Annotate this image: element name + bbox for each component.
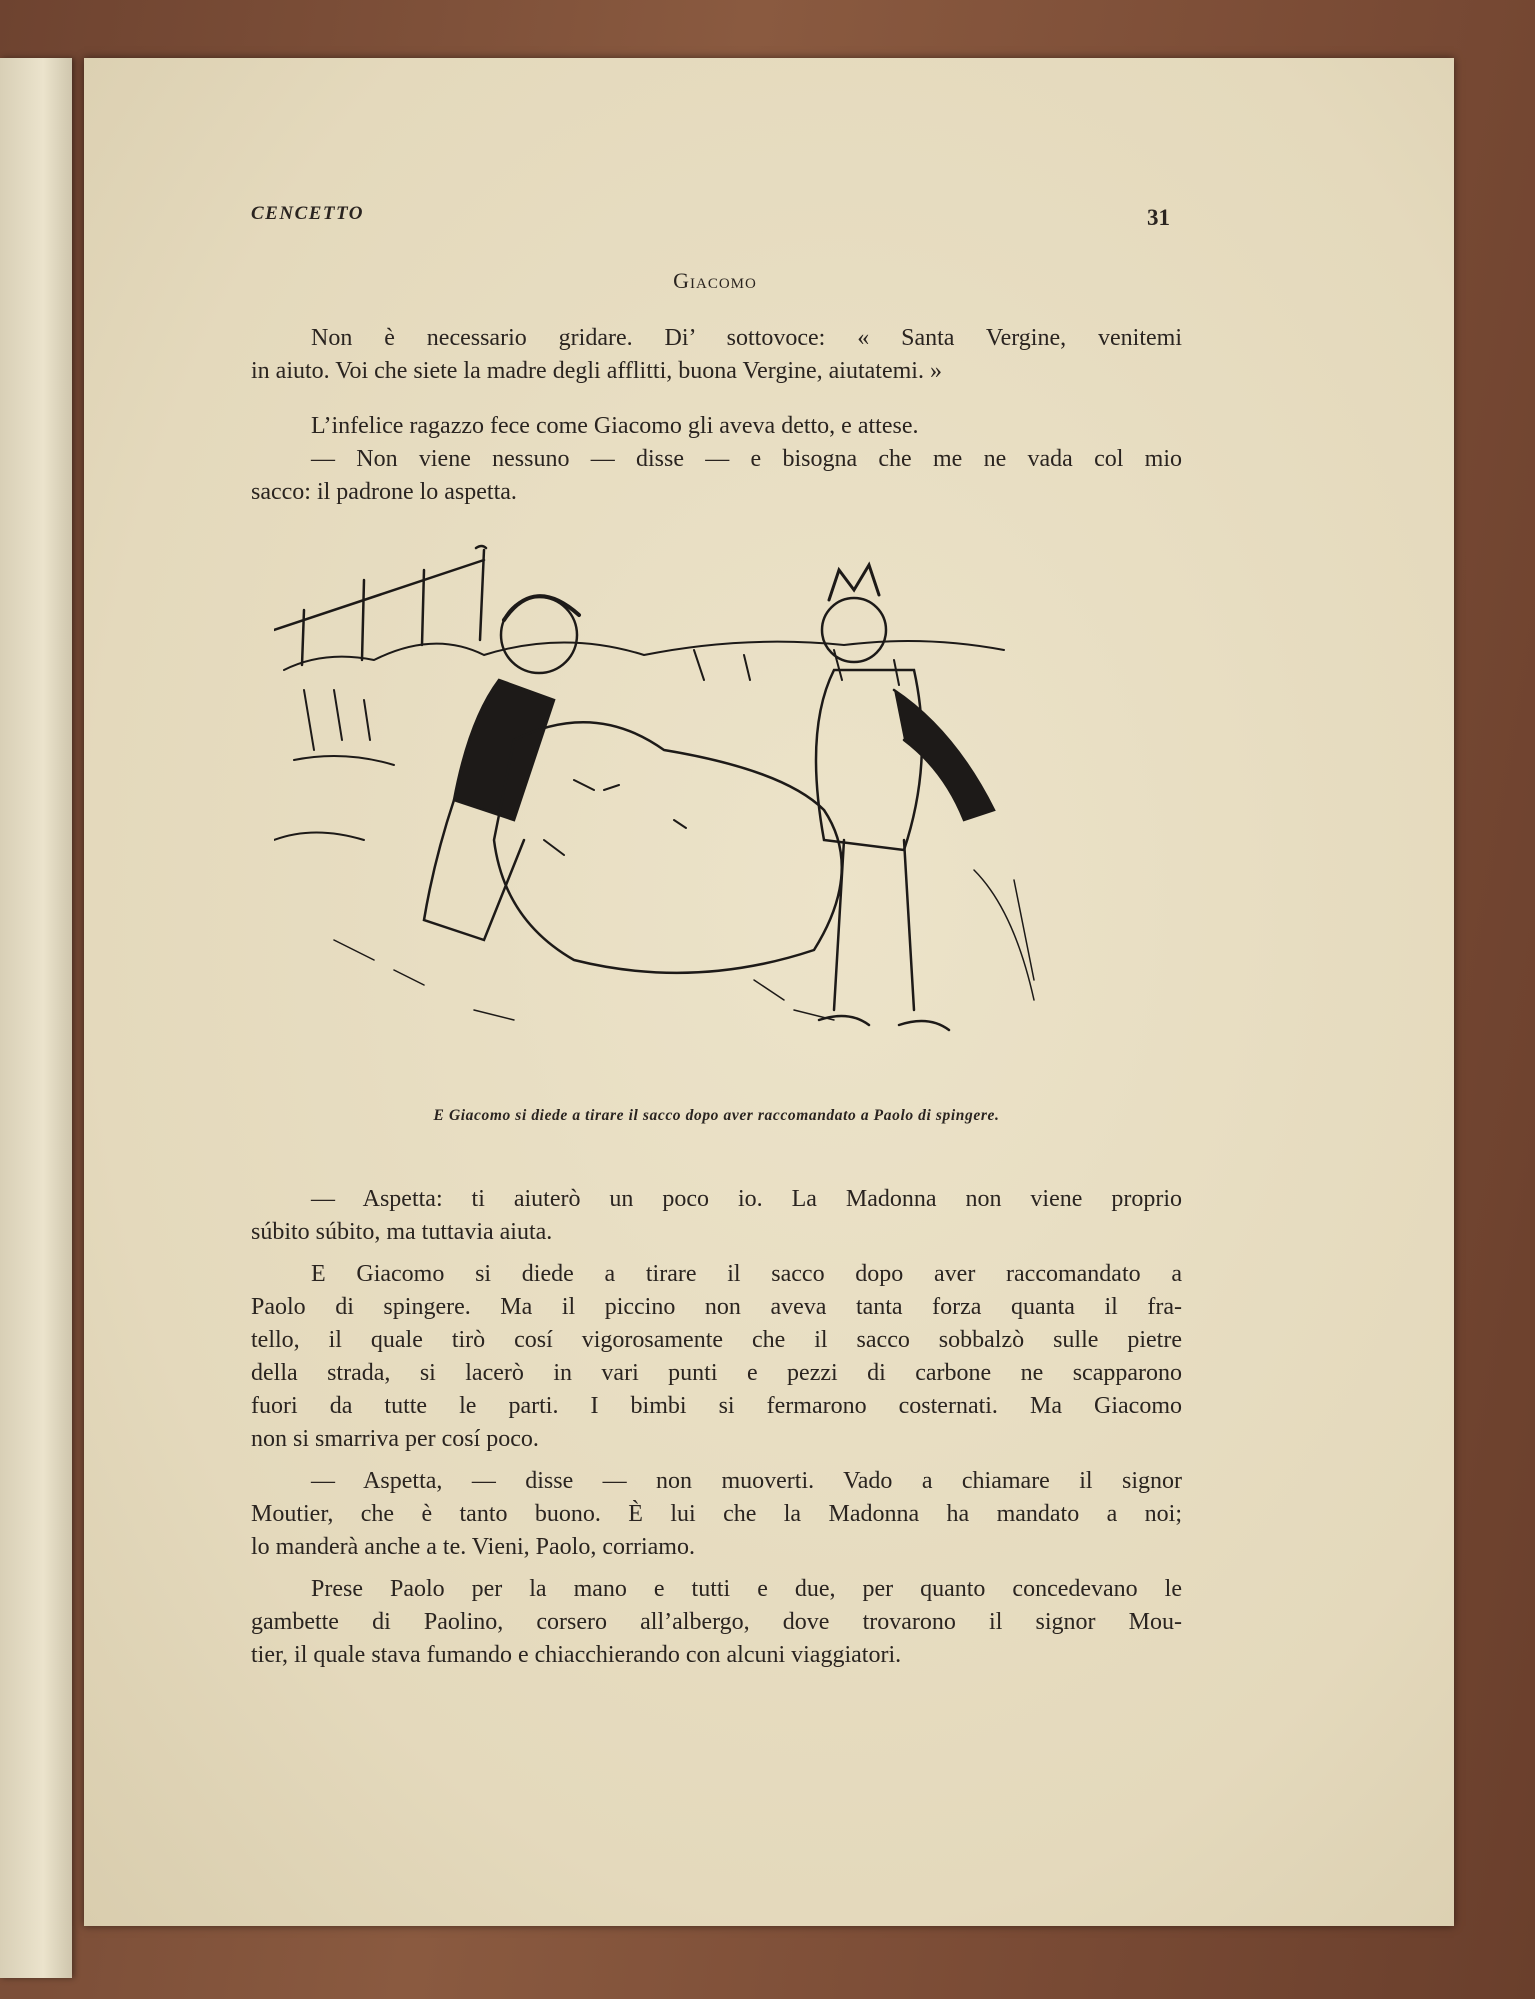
text-block-2 [251, 410, 1182, 509]
text-line: — Aspetta: ti aiuterò un poco io. La Madonna non viene proprio [311, 1186, 1182, 1212]
text-line: tier, il quale stava fumando e chiacchierando con alcuni viaggiatori. [251, 1642, 902, 1668]
text-block-1 [251, 322, 1182, 388]
text-line: della strada, si lacerò in vari punti e pezzi di carbone ne scapparono [251, 1360, 1182, 1386]
fence-drawing [274, 546, 486, 665]
text-line: — Aspetta, — disse — non muoverti. Vado a chiamare il signor [311, 1468, 1182, 1494]
text-line: Paolo di spingere. Ma il piccino non aveva tanta forza quanta il fra- [251, 1294, 1182, 1320]
text-line: in aiuto. Voi che siete la madre degli afflitti, buona Vergine, aiutatemi. » [251, 358, 942, 384]
illustration-boys-with-sack [274, 540, 1154, 1105]
text-line: Moutier, che è tanto buono. È lui che la Madonna ha mandato a noi; [251, 1501, 1182, 1527]
text-line: non si smarriva per cosí poco. [251, 1426, 539, 1452]
left-boy-drawing [424, 596, 579, 940]
running-head: CENCETTO [251, 203, 365, 224]
text-line: tello, il quale tirò cosí vigorosamente che il sacco sobbalzò sulle pietre [251, 1327, 1182, 1353]
left-page-edge [0, 58, 72, 1978]
text-block-3 [251, 1183, 1182, 1672]
text-line: — Non viene nessuno — disse — e bisogna che me ne vada col mio [311, 446, 1182, 472]
text-line: súbito súbito, ma tuttavia aiuta. [251, 1219, 553, 1245]
text-line: lo manderà anche a te. Vieni, Paolo, corriamo. [251, 1534, 695, 1560]
text-line: L’infelice ragazzo fece come Giacomo gli aveva detto, e attese. [311, 413, 919, 439]
text-line: Non è necessario gridare. Di’ sottovoce: « Santa Vergine, venitemi [311, 325, 1182, 351]
sack-drawing [494, 722, 842, 973]
text-line: E Giacomo si diede a tirare il sacco dopo aver raccomandato a [311, 1261, 1182, 1287]
text-line: gambette di Paolino, corsero all’albergo, dove trovarono il signor Mou- [251, 1609, 1182, 1635]
text-line: sacco: il padrone lo aspetta. [251, 479, 517, 505]
right-boy-drawing [816, 565, 994, 1030]
text-line: fuori da tutte le parti. I bimbi si fermarono costernati. Ma Giacomo [251, 1393, 1182, 1419]
text-line: Prese Paolo per la mano e tutti e due, per quanto concedevano le [311, 1576, 1182, 1602]
ground-hatching [334, 870, 1034, 1020]
chapter-title: Giacomo [673, 268, 757, 293]
illustration-caption: E Giacomo si diede a tirare il sacco dopo aver raccomandato a Paolo di spingere. [433, 1107, 1000, 1124]
page-number: 31 [1147, 205, 1170, 230]
